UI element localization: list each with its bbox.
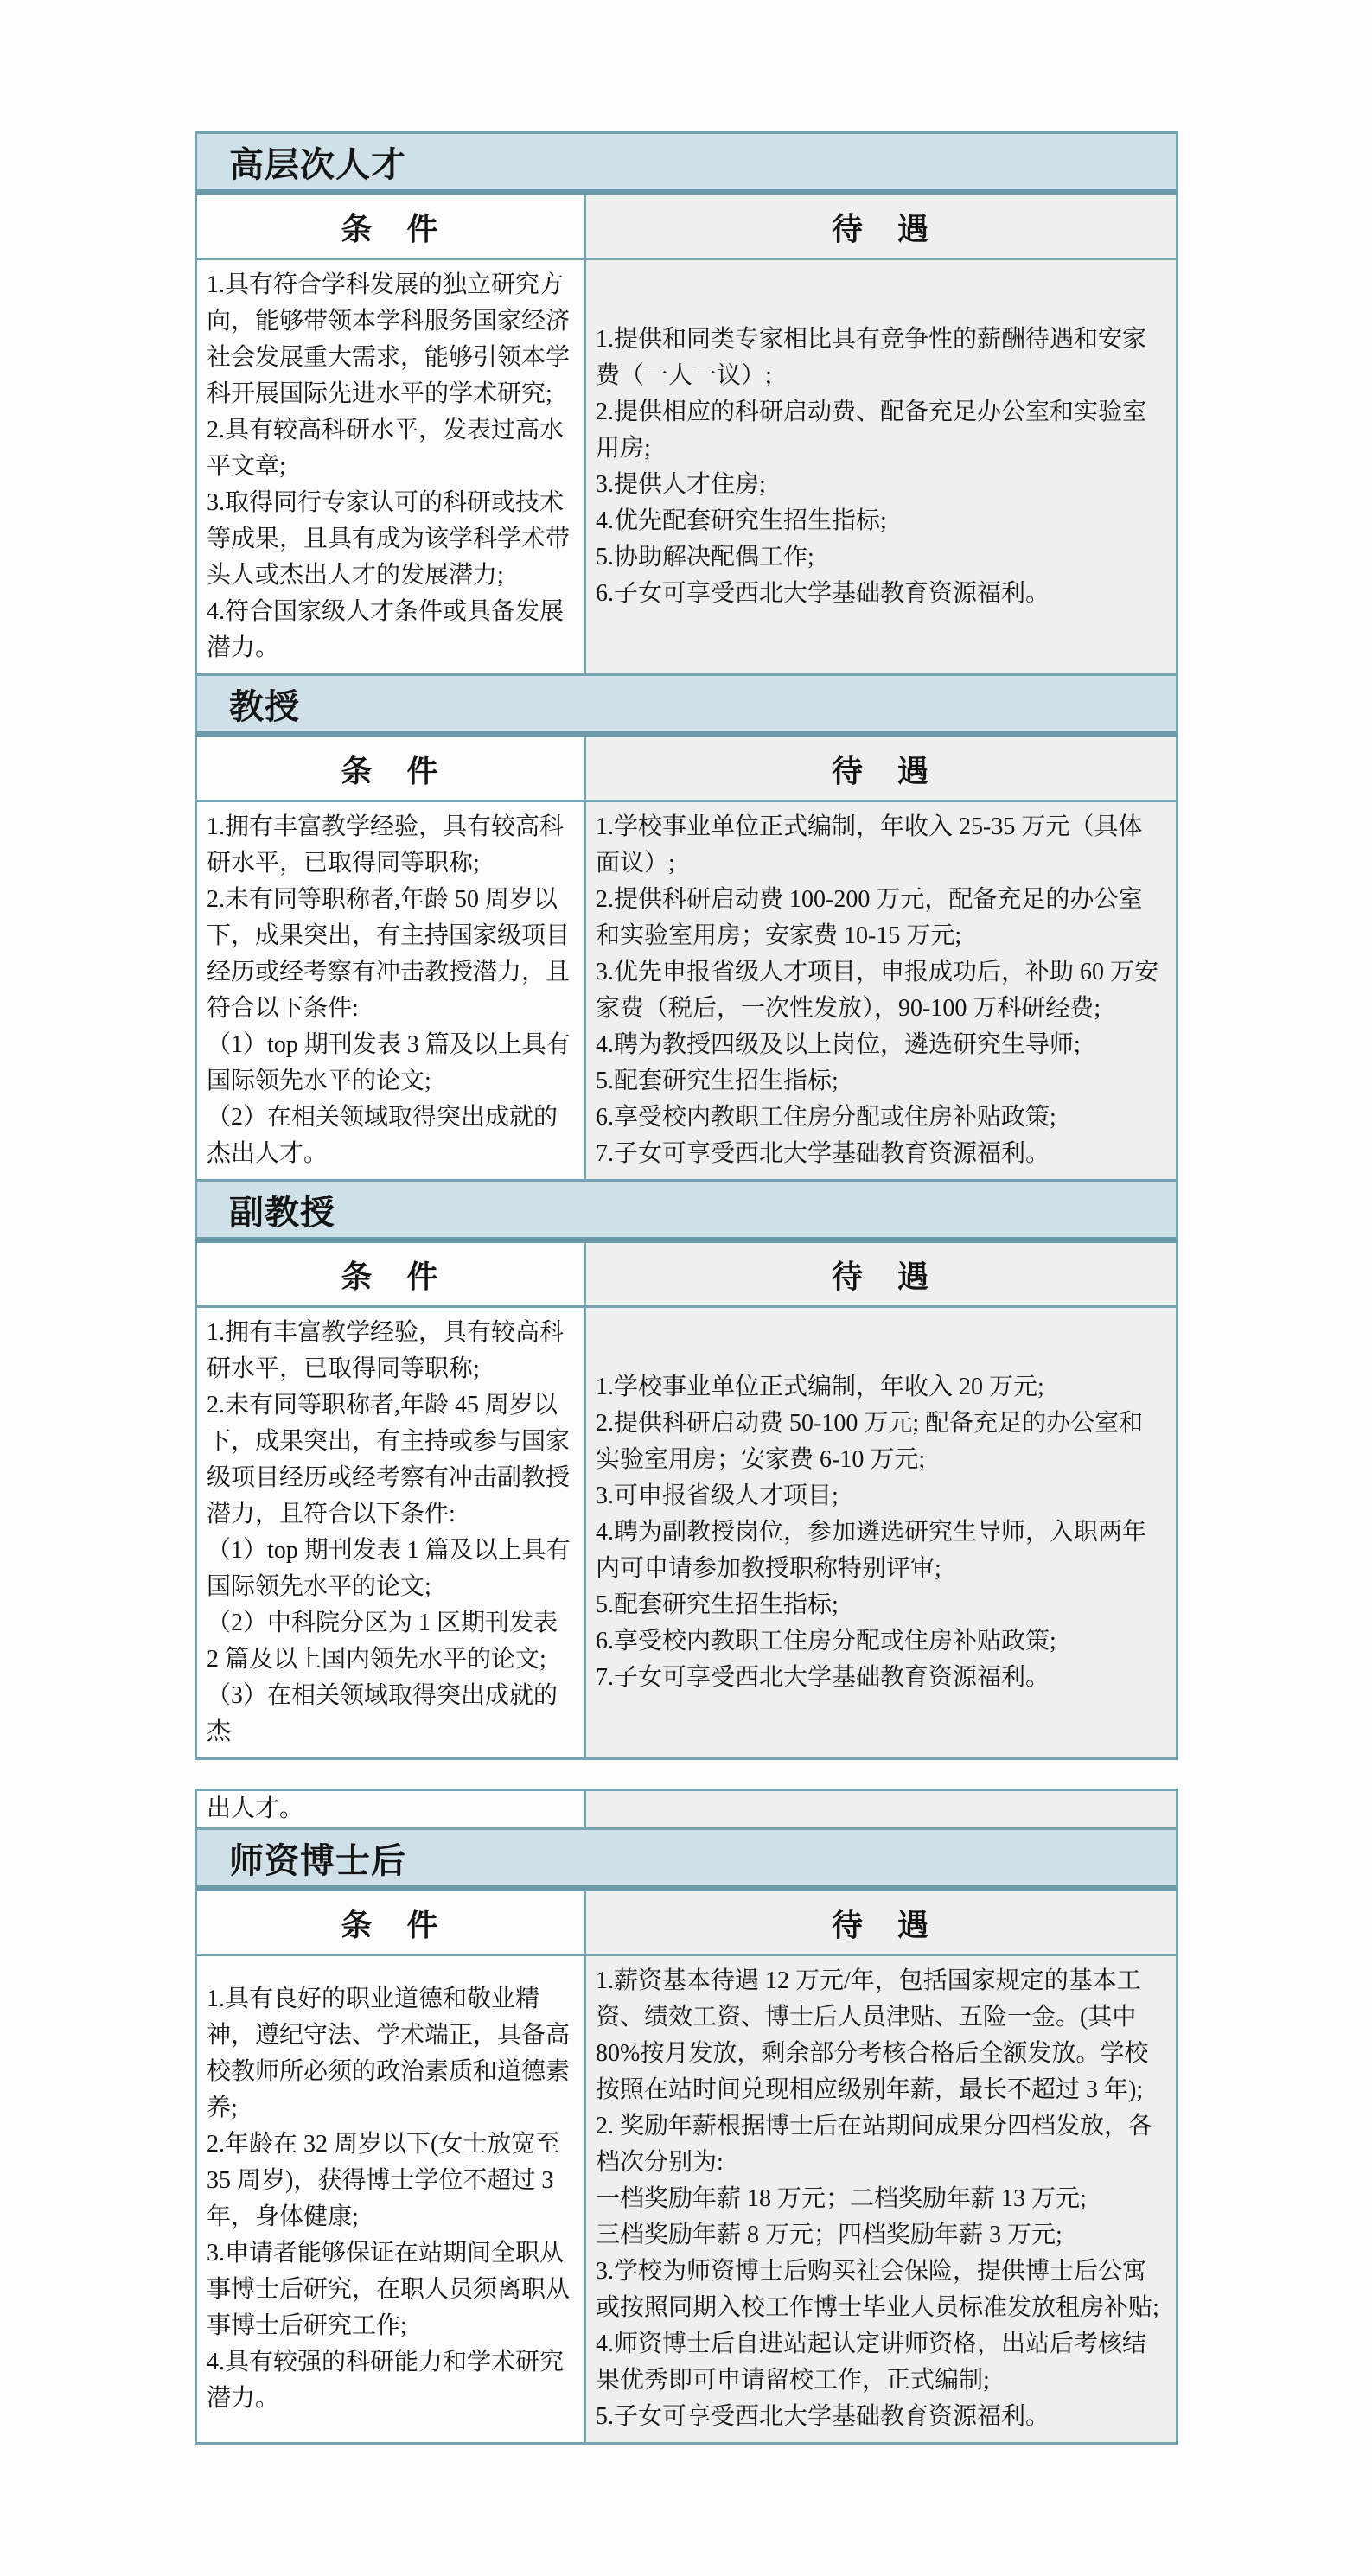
treatment-item: 5.配套研究生招生指标; <box>596 1591 839 1618</box>
condition-header-label: 条 件 <box>341 211 440 246</box>
condition-item: 2.具有较高科研水平，发表过高水平文章; <box>207 417 565 480</box>
condition-header-label: 条 件 <box>341 1907 440 1942</box>
treatments-cell <box>586 802 1176 1179</box>
treatment-header-label: 待 遇 <box>831 753 930 788</box>
continuation-condition-cell <box>197 1791 586 1827</box>
section-title-bar <box>195 1182 1178 1243</box>
treatment-item: 2.提供科研启动费 50-100 万元; 配备充足的办公室和实验室用房；安家费 6-10 万元; <box>596 1410 1144 1473</box>
condition-item: 4.符合国家级人才条件或具备发展潜力。 <box>207 598 565 661</box>
treatments-cell <box>586 260 1176 673</box>
treatment-item: 6.子女可享受西北大学基础教育资源福利。 <box>596 580 1050 607</box>
condition-item: 4.具有较强的科研能力和学术研究潜力。 <box>207 2349 565 2412</box>
treatments-cell <box>586 1308 1176 1757</box>
condition-item: 2.未有同等职称者,年龄 50 周岁以下，成果突出，有主持国家级项目经历或经考察有冲击教授潜力，且符合以下条件: <box>207 886 571 1022</box>
section-title: 高层次人才 <box>229 144 406 184</box>
treatment-item: 一档奖励年薪 18 万元；二档奖励年薪 13 万元; <box>596 2185 1087 2212</box>
treatment-item: 1.薪资基本待遇 12 万元/年，包括国家规定的基本工资、绩效工资、博士后人员津贴、五险一金。(其中 80%按月发放，剩余部分考核合格后全额发放。学校按照在站时间兑现相应级别年薪，最长不超过 3 年); <box>596 1967 1149 2103</box>
treatment-item: 3.可申报省级人才项目; <box>596 1482 839 1509</box>
page-break-continuation-row <box>195 1789 1178 1830</box>
condition-item: （2）在相关领域取得突出成就的杰出人才。 <box>207 1104 558 1167</box>
table-body-row <box>195 802 1178 1182</box>
condition-item: 3.取得同行专家认可的科研或技术等成果，且具有成为该学科学术带头人或杰出人才的发展潜力; <box>207 489 571 589</box>
conditions-cell <box>197 1956 586 2442</box>
table-header-row <box>195 737 1178 802</box>
treatment-header-label: 待 遇 <box>831 1907 930 1942</box>
condition-item: （2）中科院分区为 1 区期刊发表 2 篇及以上国内领先水平的论文; <box>207 1610 558 1673</box>
treatment-header-cell <box>586 1891 1176 1954</box>
condition-item: 1.具有良好的职业道德和敬业精神，遵纪守法、学术端正，具备高校教师所必须的政治素质和道德素养; <box>207 1986 571 2121</box>
conditions-cell <box>197 802 586 1179</box>
condition-header-cell <box>197 195 586 258</box>
treatment-item: 4.优先配套研究生招生指标; <box>596 507 887 534</box>
treatment-header-cell <box>586 737 1176 800</box>
treatment-item: 1.学校事业单位正式编制，年收入 25-35 万元（具体面议）; <box>596 813 1143 877</box>
section-title: 师资博士后 <box>229 1840 406 1880</box>
table-body-row <box>195 260 1178 676</box>
treatment-item: 4.聘为副教授岗位，参加遴选研究生导师，入职两年内可申请参加教授职称特别评审; <box>596 1519 1147 1582</box>
condition-item: 1.拥有丰富教学经验，具有较高科研水平，已取得同等职称; <box>207 1319 565 1382</box>
treatment-item: 6.享受校内教职工住房分配或住房补贴政策; <box>596 1628 1056 1655</box>
section-title-bar <box>195 131 1178 195</box>
treatment-item: 2.提供科研启动费 100-200 万元，配备充足的办公室和实验室用房；安家费 10-15 万元; <box>596 886 1143 949</box>
condition-item: （3）在相关领域取得突出成就的杰 <box>207 1682 558 1745</box>
conditions-cell <box>197 260 586 673</box>
condition-header-label: 条 件 <box>341 753 440 788</box>
treatment-item: 2.提供相应的科研启动费、配备充足办公室和实验室用房; <box>596 399 1147 462</box>
treatment-header-label: 待 遇 <box>831 1259 930 1294</box>
section-high-level-talent <box>195 131 1178 676</box>
section-title: 教授 <box>229 686 300 726</box>
condition-header-label: 条 件 <box>341 1259 440 1294</box>
section-title-bar <box>195 1830 1178 1891</box>
treatment-header-cell <box>586 1243 1176 1305</box>
treatment-item: 三档奖励年薪 8 万元；四档奖励年薪 3 万元; <box>596 2222 1063 2248</box>
treatment-item: 1.学校事业单位正式编制，年收入 20 万元; <box>596 1374 1044 1400</box>
condition-item: 2.年龄在 32 周岁以下(女士放宽至 35 周岁)，获得博士学位不超过 3 年，身体健康; <box>207 2131 560 2230</box>
section-title-bar <box>195 676 1178 737</box>
table-body-row <box>195 1956 1178 2445</box>
condition-item: （1）top 期刊发表 1 篇及以上具有国际领先水平的论文; <box>207 1537 571 1600</box>
treatments-cell <box>586 1956 1176 2442</box>
treatment-item: 3.优先申报省级人才项目，申报成功后，补助 60 万安家费（税后，一次性发放），90-100 万科研经费; <box>596 959 1159 1022</box>
section-associate-professor <box>195 1182 1178 1760</box>
treatment-item: 4.师资博士后自进站起认定讲师资格，出站后考核结果优秀即可申请留校工作，正式编制; <box>596 2331 1147 2394</box>
condition-header-cell <box>197 737 586 800</box>
table-header-row <box>195 195 1178 260</box>
table-header-row <box>195 1243 1178 1308</box>
continuation-treatment-cell <box>586 1791 1176 1827</box>
conditions-cell <box>197 1308 586 1757</box>
treatment-header-label: 待 遇 <box>831 211 930 246</box>
recruitment-table-document <box>195 131 1178 2445</box>
section-professor <box>195 676 1178 1182</box>
treatment-item: 5.协助解决配偶工作; <box>596 544 814 571</box>
section-postdoc <box>195 1830 1178 2445</box>
treatment-item: 5.子女可享受西北大学基础教育资源福利。 <box>596 2403 1050 2430</box>
table-header-row <box>195 1891 1178 1956</box>
treatment-item: 2. 奖励年薪根据博士后在站期间成果分四档发放，各档次分别为: <box>596 2113 1153 2176</box>
condition-item: 1.拥有丰富教学经验，具有较高科研水平，已取得同等职称; <box>207 813 565 877</box>
section-title: 副教授 <box>229 1192 335 1232</box>
treatment-header-cell <box>586 195 1176 258</box>
condition-header-cell <box>197 1243 586 1305</box>
treatment-item: 5.配套研究生招生指标; <box>596 1068 839 1094</box>
continuation-text: 出人才。 <box>207 1795 304 1822</box>
condition-item: 3.申请者能够保证在站期间全职从事博士后研究，在职人员须离职从事博士后研究工作; <box>207 2240 571 2339</box>
treatment-item: 3.提供人才住房; <box>596 471 766 498</box>
treatment-item: 7.子女可享受西北大学基础教育资源福利。 <box>596 1140 1050 1167</box>
condition-item: 2.未有同等职称者,年龄 45 周岁以下，成果突出，有主持或参与国家级项目经历或经考察有冲击副教授潜力，且符合以下条件: <box>207 1392 571 1527</box>
condition-header-cell <box>197 1891 586 1954</box>
table-body-row <box>195 1308 1178 1760</box>
treatment-item: 1.提供和同类专家相比具有竞争性的薪酬待遇和安家费（一人一议）; <box>596 326 1147 389</box>
treatment-item: 7.子女可享受西北大学基础教育资源福利。 <box>596 1664 1050 1691</box>
treatment-item: 4.聘为教授四级及以上岗位，遴选研究生导师; <box>596 1031 1081 1058</box>
condition-item: 1.具有符合学科发展的独立研究方向，能够带领本学科服务国家经济社会发展重大需求，能够引领本学科开展国际先进水平的学术研究; <box>207 271 571 407</box>
treatment-item: 6.享受校内教职工住房分配或住房补贴政策; <box>596 1104 1056 1131</box>
treatment-item: 3.学校为师资博士后购买社会保险，提供博士后公寓或按照同期入校工作博士毕业人员标准发放租房补贴; <box>596 2258 1159 2321</box>
condition-item: （1）top 期刊发表 3 篇及以上具有国际领先水平的论文; <box>207 1031 571 1094</box>
